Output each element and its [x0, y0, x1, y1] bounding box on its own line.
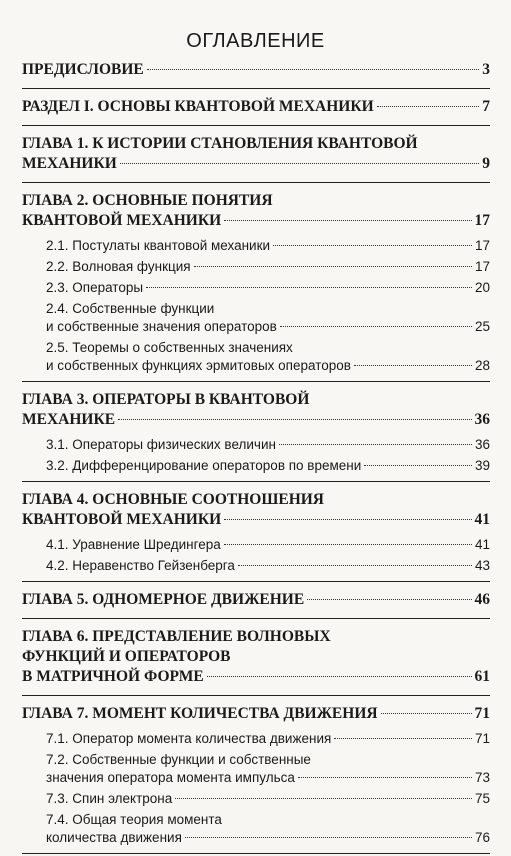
- toc-line: [46, 237, 490, 255]
- page-number: 41: [474, 511, 490, 528]
- toc-line: [22, 510, 490, 530]
- chapter-title-line: ГЛАВА 3. ОПЕРАТОРЫ В КВАНТОВОЙ: [22, 391, 310, 408]
- dot-leader: [280, 326, 472, 327]
- toc-section-entry[interactable]: [22, 339, 490, 375]
- toc-chapter-entry[interactable]: [22, 134, 490, 176]
- toc-chapter-entry[interactable]: [22, 191, 490, 233]
- section-title: 2.1. Постулаты квантовой механики: [46, 238, 271, 253]
- section-title-line: 2.4. Собственные функции: [46, 301, 215, 316]
- section-title-line: 7.4. Общая теория момента: [46, 812, 222, 827]
- dot-leader: [175, 798, 472, 799]
- divider: [22, 381, 490, 382]
- section-title: и собственных функциях эрмитовых операторов: [46, 358, 351, 373]
- page-number: 41: [474, 537, 490, 552]
- page-number: 20: [474, 280, 490, 295]
- dot-leader: [224, 519, 471, 520]
- toc-section-entry[interactable]: [22, 536, 490, 554]
- dot-leader: [381, 713, 472, 714]
- page-number: 75: [474, 791, 490, 806]
- toc-section-entry[interactable]: [22, 237, 490, 255]
- divider: [22, 125, 490, 126]
- toc-line: [46, 536, 490, 554]
- dot-leader: [354, 365, 472, 366]
- toc-line: [46, 769, 490, 787]
- toc-line: [46, 357, 490, 375]
- page-number: 61: [474, 668, 490, 685]
- dot-leader: [224, 220, 471, 221]
- section-list: [22, 436, 490, 475]
- page-number: 36: [474, 437, 490, 452]
- toc-section-entry[interactable]: [22, 811, 490, 847]
- section-title: 7.1. Оператор момента количества движения: [46, 731, 332, 746]
- page-number: 73: [474, 770, 490, 785]
- toc-block: [22, 97, 490, 126]
- page-number: 3: [482, 61, 490, 78]
- divider: [22, 618, 490, 619]
- dot-leader: [185, 837, 472, 838]
- toc-line: [22, 410, 490, 430]
- section-title: 4.1. Уравнение Шредингера: [46, 537, 221, 552]
- dot-leader: [364, 465, 472, 466]
- page-number: 46: [474, 591, 490, 608]
- toc-line: [46, 318, 490, 336]
- toc-line: [46, 829, 490, 847]
- dot-leader: [273, 245, 472, 246]
- chapter-title: В МАТРИЧНОЙ ФОРМЕ: [22, 668, 204, 685]
- section-list: [22, 237, 490, 375]
- section-title: 3.2. Дифференцирование операторов по времени: [46, 458, 362, 473]
- toc-block: [22, 390, 490, 482]
- toc-line: [46, 790, 490, 808]
- chapter-title-line: ГЛАВА 4. ОСНОВНЫЕ СООТНОШЕНИЯ: [22, 491, 325, 508]
- dot-leader: [298, 777, 472, 778]
- section-title: количества движения: [46, 830, 182, 845]
- toc-line: [46, 557, 490, 575]
- toc-line: [22, 154, 490, 174]
- toc-chapter-entry[interactable]: [22, 60, 490, 82]
- toc-line: [46, 436, 490, 454]
- section-list: [22, 536, 490, 575]
- page-number: 71: [474, 731, 490, 746]
- section-title-line: 7.2. Собственные функции и собственные: [46, 752, 311, 767]
- toc-line: [46, 279, 490, 297]
- dot-leader: [224, 544, 472, 545]
- section-title: 2.3. Операторы: [46, 280, 144, 295]
- dot-leader: [194, 266, 472, 267]
- dot-leader: [279, 444, 472, 445]
- page-number: 9: [482, 155, 490, 172]
- toc-section-entry[interactable]: [22, 258, 490, 276]
- chapter-title: ПРЕДИСЛОВИЕ: [22, 61, 144, 78]
- page-number: 43: [474, 558, 490, 573]
- page-number: 17: [474, 238, 490, 253]
- section-title: 2.2. Волновая функция: [46, 259, 191, 274]
- toc-line: [22, 97, 490, 117]
- toc-block: [22, 191, 490, 382]
- dot-leader: [207, 676, 472, 677]
- dot-leader: [120, 163, 479, 164]
- divider: [22, 182, 490, 183]
- page-number: 76: [474, 830, 490, 845]
- page-number: 71: [474, 705, 490, 722]
- page-title: ОГЛАВЛЕНИЕ: [186, 30, 325, 52]
- toc-block: [22, 490, 490, 582]
- page-number: 36: [474, 411, 490, 428]
- toc-chapter-entry[interactable]: [22, 390, 490, 432]
- divider: [22, 481, 490, 482]
- toc-line: [46, 457, 490, 475]
- section-list: [22, 730, 490, 847]
- chapter-title: ГЛАВА 7. МОМЕНТ КОЛИЧЕСТВА ДВИЖЕНИЯ: [22, 705, 378, 722]
- section-title: 3.1. Операторы физических величин: [46, 437, 276, 452]
- toc-chapter-entry[interactable]: [22, 627, 490, 689]
- dot-leader: [307, 599, 471, 600]
- toc-section-entry[interactable]: [22, 751, 490, 787]
- dot-leader: [146, 287, 472, 288]
- toc-chapter-entry[interactable]: [22, 590, 490, 612]
- page-number: 28: [474, 358, 490, 373]
- page-number: 17: [474, 212, 490, 229]
- chapter-title-line: ФУНКЦИЙ И ОПЕРАТОРОВ: [22, 648, 231, 665]
- section-title-line: 2.5. Теоремы о собственных значениях: [46, 340, 293, 355]
- divider: [22, 853, 490, 854]
- divider: [22, 695, 490, 696]
- toc-block: [22, 134, 490, 183]
- section-title: 7.3. Спин электрона: [46, 791, 173, 806]
- page-number: 17: [474, 259, 490, 274]
- toc-chapter-entry[interactable]: [22, 490, 490, 532]
- toc-section-entry[interactable]: [22, 279, 490, 297]
- section-title: и собственные значения операторов: [46, 319, 277, 334]
- toc-section-entry[interactable]: [22, 557, 490, 575]
- section-title: значения оператора момента импульса: [46, 770, 295, 785]
- dot-leader: [238, 565, 472, 566]
- dot-leader: [377, 106, 480, 107]
- table-of-contents: [22, 60, 490, 856]
- toc-line: [46, 730, 490, 748]
- toc-block: [22, 590, 490, 619]
- toc-line: [46, 258, 490, 276]
- toc-section-entry[interactable]: [22, 300, 490, 336]
- chapter-title-line: ГЛАВА 1. К ИСТОРИИ СТАНОВЛЕНИЯ КВАНТОВОЙ: [22, 135, 418, 152]
- toc-section-entry[interactable]: [22, 436, 490, 454]
- chapter-title: ГЛАВА 5. ОДНОМЕРНОЕ ДВИЖЕНИЕ: [22, 591, 305, 608]
- toc-block: [22, 704, 490, 854]
- section-title: 4.2. Неравенство Гейзенберга: [46, 558, 235, 573]
- toc-section-entry[interactable]: [22, 730, 490, 748]
- chapter-title-line: ГЛАВА 6. ПРЕДСТАВЛЕНИЕ ВОЛНОВЫХ: [22, 628, 331, 645]
- toc-line: [22, 704, 490, 724]
- divider: [22, 88, 490, 89]
- toc-block: [22, 60, 490, 89]
- page-number: 7: [482, 98, 490, 115]
- chapter-title-line: ГЛАВА 2. ОСНОВНЫЕ ПОНЯТИЯ: [22, 192, 273, 209]
- dot-leader: [147, 69, 480, 70]
- page-number: 25: [474, 319, 490, 334]
- toc-line: [22, 667, 490, 687]
- dot-leader: [118, 419, 471, 420]
- toc-line: [22, 211, 490, 231]
- toc-line: [22, 60, 490, 80]
- page-number: 39: [474, 458, 490, 473]
- toc-line: [22, 590, 490, 610]
- chapter-title: МЕХАНИКИ: [22, 155, 117, 172]
- toc-chapter-entry[interactable]: [22, 97, 490, 119]
- chapter-title: КВАНТОВОЙ МЕХАНИКИ: [22, 511, 222, 528]
- chapter-title: КВАНТОВОЙ МЕХАНИКИ: [22, 212, 222, 229]
- dot-leader: [334, 738, 472, 739]
- toc-section-entry[interactable]: [22, 457, 490, 475]
- divider: [22, 581, 490, 582]
- toc-chapter-entry[interactable]: [22, 704, 490, 726]
- chapter-title: РАЗДЕЛ I. ОСНОВЫ КВАНТОВОЙ МЕХАНИКИ: [22, 98, 374, 115]
- toc-section-entry[interactable]: [22, 790, 490, 808]
- chapter-title: МЕХАНИКЕ: [22, 411, 116, 428]
- toc-block: [22, 627, 490, 696]
